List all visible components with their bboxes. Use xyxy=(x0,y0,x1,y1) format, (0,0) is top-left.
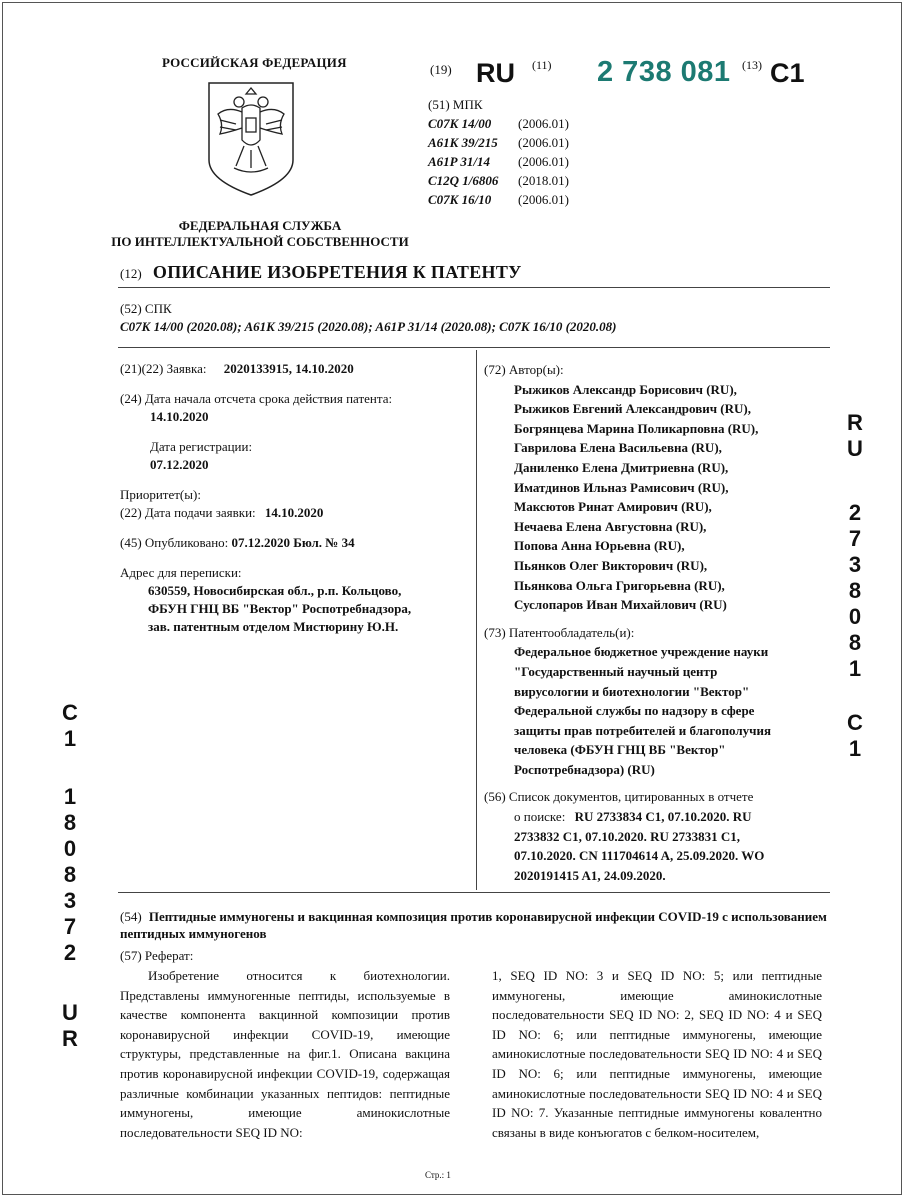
author: Богрянцева Марина Поликарповна (RU), xyxy=(514,420,759,436)
spk-codes: C07K 14/00 (2020.08); A61K 39/215 (2020.08); A61P 31/14 (2020.08); C07K 16/10 (2020.08) xyxy=(120,319,617,334)
agency-line: ПО ИНТЕЛЛЕКТУАЛЬНОЙ СОБСТВЕННОСТИ xyxy=(111,234,409,249)
spk-block xyxy=(120,300,617,336)
priority: Приоритет(ы): (22) Дата подачи заявки: 14.10.2020 xyxy=(120,487,324,520)
author: Рыжиков Александр Борисович (RU), xyxy=(514,381,737,397)
inid-code-12: (12) xyxy=(120,266,142,281)
divider xyxy=(118,892,830,893)
author: Рыжиков Евгений Александрович (RU), xyxy=(514,401,751,417)
title-text: ОПИСАНИЕ ИЗОБРЕТЕНИЯ К ПАТЕНТУ xyxy=(152,262,522,282)
author: Пьянкова Ольга Григорьевна (RU), xyxy=(514,577,725,593)
bibliographic-right xyxy=(484,360,829,893)
patent-holder: (73) Патентообладатель(и): Федеральное бюджетное учреждение науки "Государственный научный центр вирусологии и биотехнологии "Вектор" Федеральной службы по надзору в сфере защиты прав потребителей и благополучия человека (ФБУН ГНЦ ВБ "Вектор" Роспотребнадзора) (RU) xyxy=(484,624,772,777)
kind-code: C1 xyxy=(770,58,805,88)
author: Суслопаров Иван Михайлович (RU) xyxy=(514,597,727,613)
author: Пьянков Олег Викторович (RU), xyxy=(514,557,708,573)
application: (21)(22) Заявка: 2020133915, 14.10.2020 xyxy=(120,361,354,376)
divider xyxy=(118,287,830,288)
emblem-icon xyxy=(206,80,296,198)
mpk-item: C07K 16/10 (2006.01) xyxy=(428,192,569,207)
country-code: RU xyxy=(476,58,515,88)
inid-code-11: (11) xyxy=(532,58,552,72)
document-title xyxy=(120,262,522,283)
registration-date: Дата регистрации: 07.12.2020 xyxy=(150,439,253,472)
authors: (72) Автор(ы): Рыжиков Александр Борисович (RU), Рыжиков Евгений Александрович (RU), Богрянцева Марина Поликарповна (RU), Гаврилова Елена Васильевна (RU), Даниленко Елена Дмитриевна (RU), Иматдинов Ильназ Рамисович (RU), Максютов Ринат Амирович (RU), Нечаева Елена Августовна (RU), Попова Анна Юрьевна (RU), Пьянков Олег Викторович (RU), Пьянкова Ольга Григорьевна (RU), Суслопаров Иван Михайлович (RU) xyxy=(484,360,829,615)
mpk-item: C12Q 1/6806 (2018.01) xyxy=(428,173,569,188)
divider xyxy=(118,347,830,348)
abstract-label: (57) Реферат: xyxy=(120,948,194,963)
abstract-left-column: Изобретение относится к биотехнологии. Представлены иммуногенные пептиды, используемые в качестве компонента вакцинной композиции против коронавирусной инфекции COVID-19, имеющие структуры, представленные на фиг.1. Описана вакцина против коронавирусной инфекции COVID-19, содержащая различные комбинации указанных пептидов: пептидные иммуногены, имеющие аминокислотные последовательности SEQ ID NO: xyxy=(120,968,450,1140)
author: Максютов Ринат Амирович (RU), xyxy=(514,499,712,515)
bibliographic-left xyxy=(120,360,470,648)
mpk-block xyxy=(428,95,569,209)
mpk-item: C07K 14/00 (2006.01) xyxy=(428,116,569,131)
inid-code-13: (13) xyxy=(742,58,762,72)
side-patent-number-right: R U 2 7 3 8 0 8 1 C 1 xyxy=(847,410,863,761)
agency-line: ФЕДЕРАЛЬНАЯ СЛУЖБА xyxy=(178,218,342,233)
term-start: (24) Дата начала отсчета срока действия патента: 14.10.2020 xyxy=(120,391,393,424)
author: Попова Анна Юрьевна (RU), xyxy=(514,538,685,554)
spk-label: (52) СПК xyxy=(120,301,172,316)
author: Нечаева Елена Августовна (RU), xyxy=(514,518,707,534)
cited-documents: (56) Список документов, цитированных в отчете о поиске: RU 2733834 C1, 07.10.2020. RU 2733832 C1, 07.10.2020. RU 2733831 C1, 07.10.2020. CN 111704614 A, 25.09.2020. WO 2020191415 A1, 24.09.2020. xyxy=(484,789,765,883)
correspondence-address: Адрес для переписки: 630559, Новосибирская обл., р.п. Кольцово, ФБУН ГНЦ ВБ "Вектор" Роспотребнадзора, зав. патентным отделом Мистюрину Ю.Н. xyxy=(120,565,412,634)
author: Иматдинов Ильназ Рамисович (RU), xyxy=(514,479,729,495)
page-number: Стр.: 1 xyxy=(425,1170,451,1180)
column-divider xyxy=(476,350,477,890)
mpk-item: A61P 31/14 (2006.01) xyxy=(428,154,569,169)
author: Гаврилова Елена Васильевна (RU), xyxy=(514,440,722,456)
invention-title: (54) Пептидные иммуногены и вакцинная композиция против коронавирусной инфекции COVID-19 с использованием пептидных иммуногенов xyxy=(120,909,827,941)
patent-number: 2 738 081 xyxy=(597,56,731,88)
mpk-item: A61K 39/215 (2006.01) xyxy=(428,135,569,150)
agency-name xyxy=(100,218,420,250)
inid-code-19: (19) xyxy=(430,62,452,77)
author: Даниленко Елена Дмитриевна (RU), xyxy=(514,459,729,475)
mpk-label: (51) МПК xyxy=(428,97,483,112)
abstract-right-column: 1, SEQ ID NO: 3 и SEQ ID NO: 5; или пептидные иммуногены, имеющие аминокислотные последовательности SEQ ID NO: 2, SEQ ID NO: 4 и SEQ ID NO: 6; или пептидные иммуногены, имеющие аминокислотные последовательности SEQ ID NO: 4 и SEQ ID NO: 6; или пептидные иммуногены, имеющие аминокислотные последовательности SEQ ID NO: 4 и SEQ ID NO: 7. Указанные пептидные иммуногены ковалентно связаны в виде конъюгатов с белком-носителем, xyxy=(492,968,822,1140)
country-name: РОССИЙСКАЯ ФЕДЕРАЦИЯ xyxy=(162,55,347,70)
published: (45) Опубликовано: 07.12.2020 Бюл. № 34 xyxy=(120,535,355,550)
side-patent-number-left: C 1 1 8 0 8 3 7 2 U R xyxy=(62,700,78,1051)
